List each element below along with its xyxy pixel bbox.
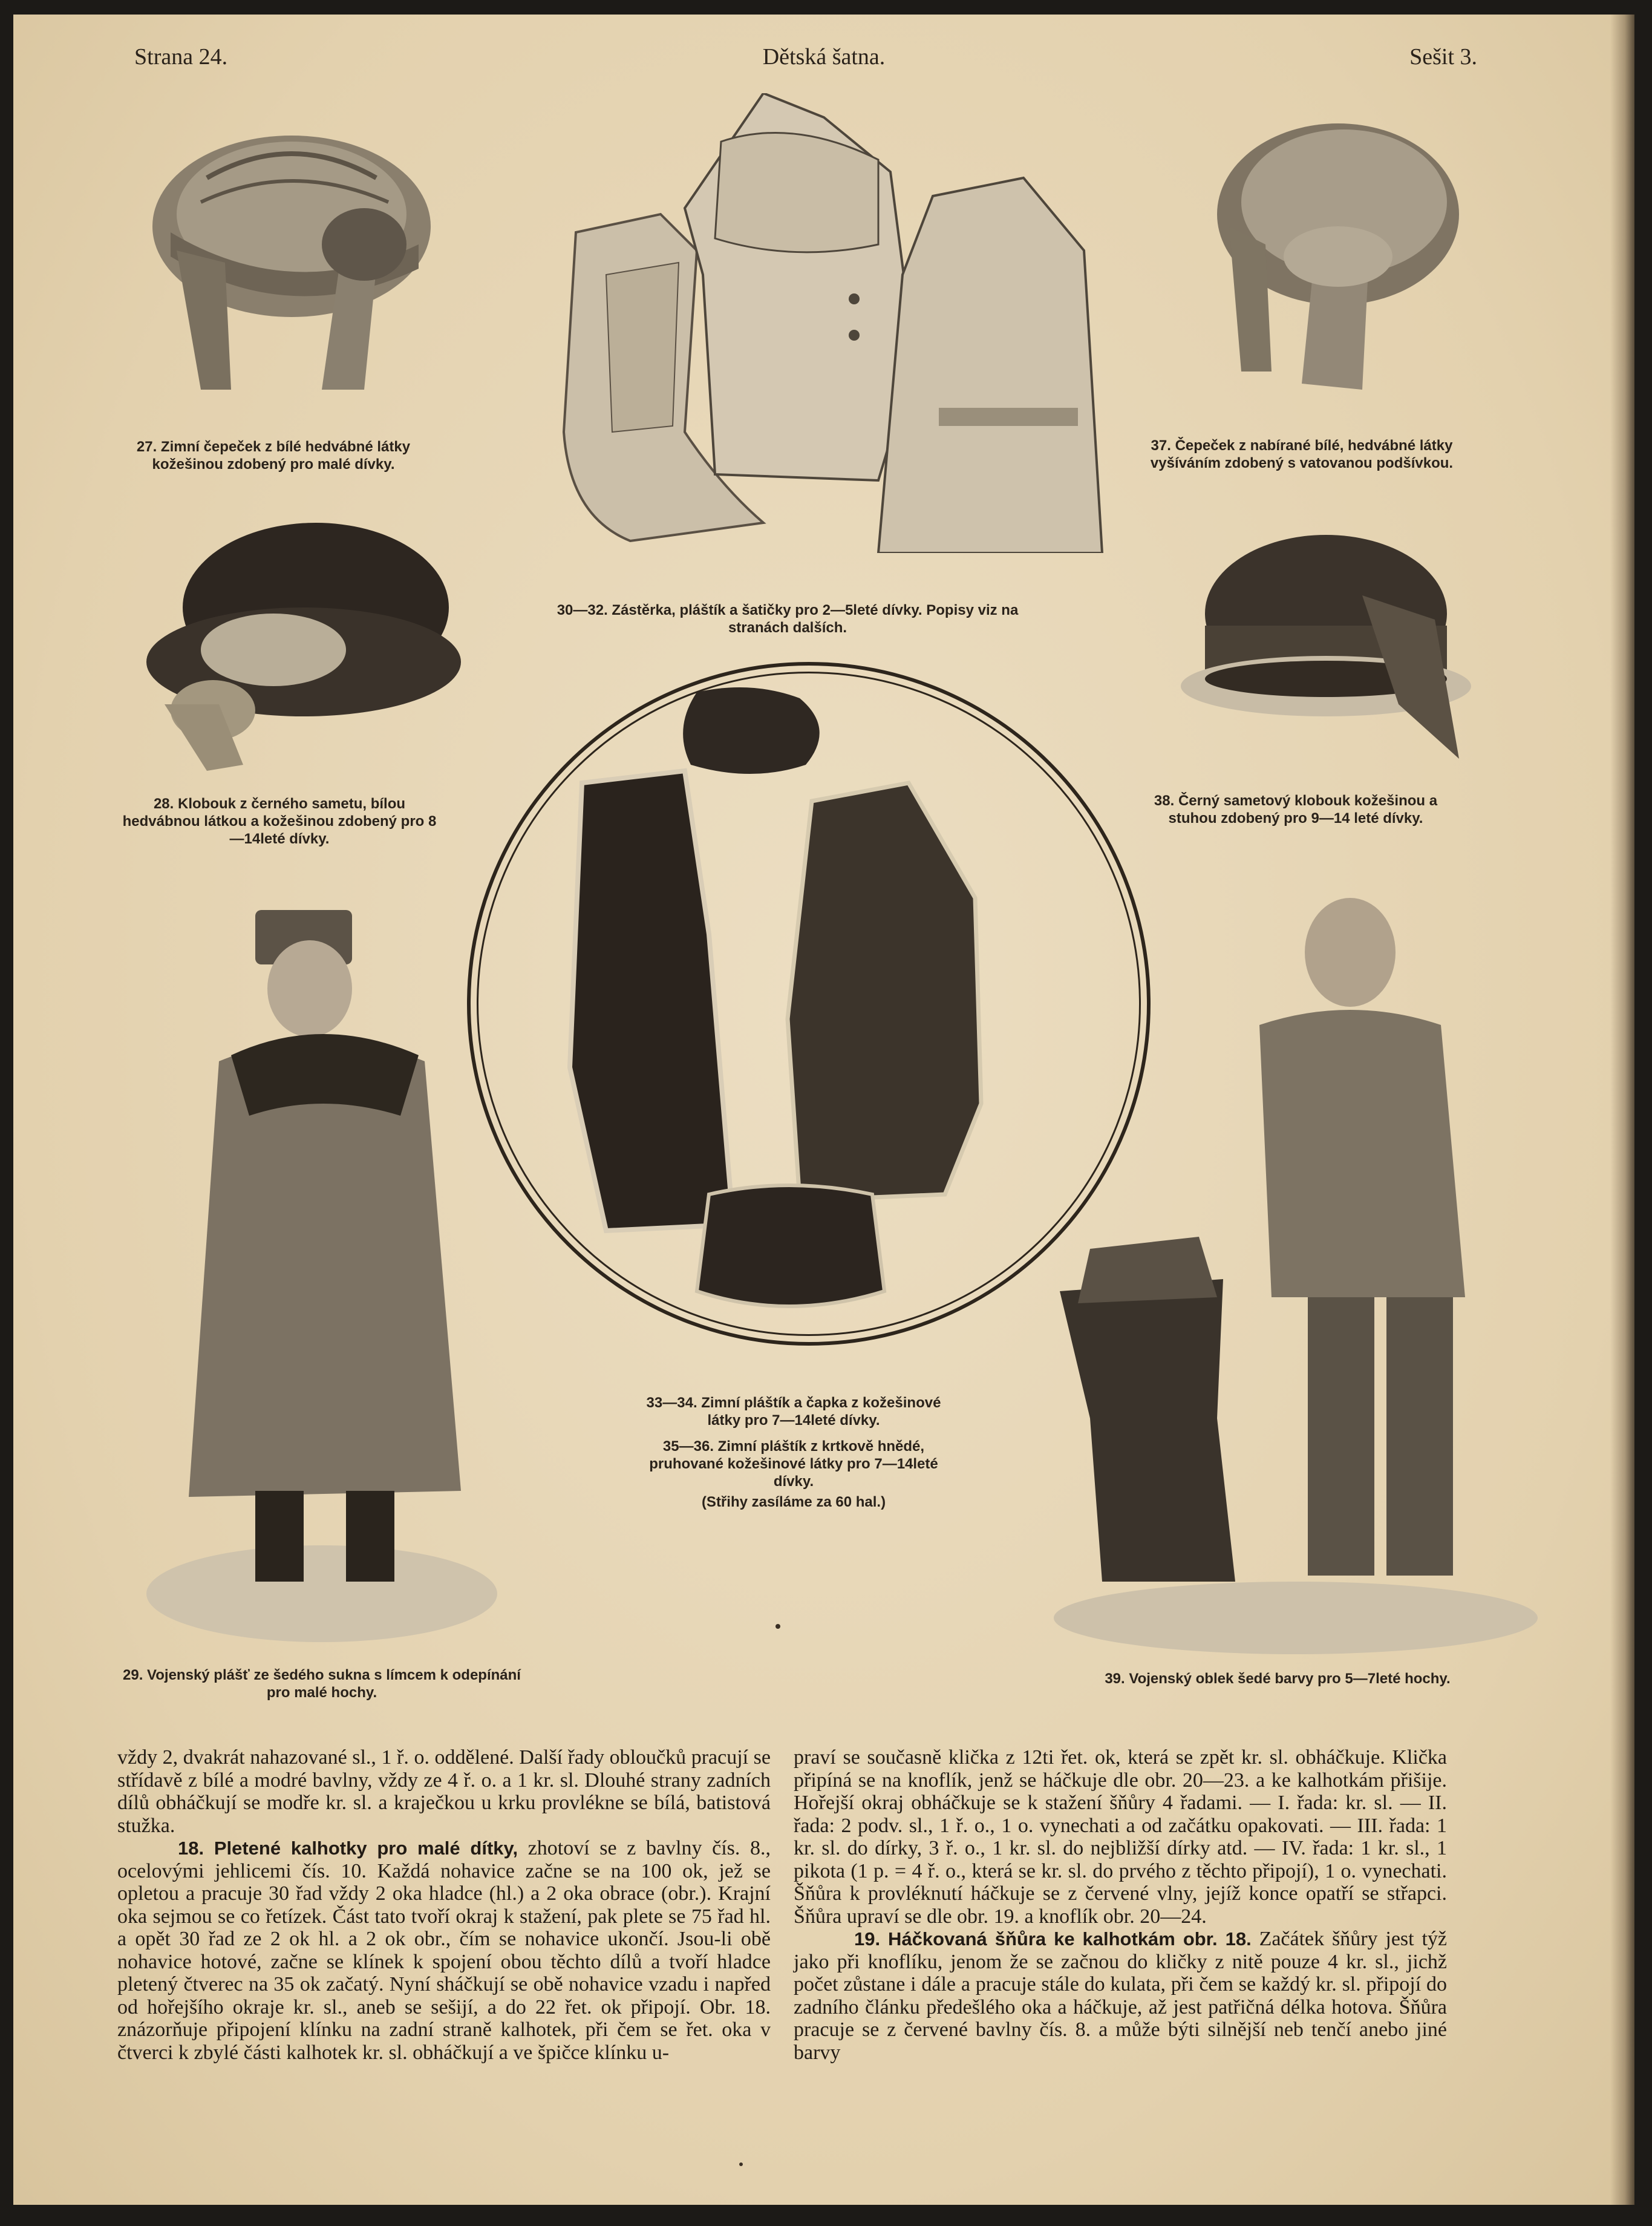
paragraph-left-2	[117, 1837, 771, 2064]
body-text-right-column	[794, 1746, 1447, 2064]
figure-27-bonnet	[134, 105, 449, 408]
caption-39: 39. Vojenský oblek šedé barvy pro 5—7leté hochy.	[1105, 1671, 1451, 1687]
caption-35-36: 35—36. Zimní pláštík z krtkově hnědé, pruhované kožešinové látky pro 7—14leté dívky.	[649, 1438, 938, 1490]
caption-38: 38. Černý sametový klobouk kožešinou a stuhou zdobený pro 9—14 leté dívky.	[1154, 793, 1438, 827]
caption-29: 29. Vojenský plášť ze šedého sukna s límcem k odepínání pro malé hochy.	[123, 1667, 521, 1701]
body-text-left-column	[117, 1746, 771, 2064]
caption-30-32: 30—32. Zástěrka, pláštík a šatičky pro 2—5leté dívky. Popisy viz na stranách dalších.	[557, 602, 1019, 636]
caption-28: 28. Klobouk z černého sametu, bílou hedvábnou látkou a kožešinou zdobený pro 8—14leté dívky.	[122, 796, 437, 847]
figure-28-hat	[140, 511, 467, 777]
section-title: Dětská šatna.	[762, 44, 886, 70]
heading-item-19: 19. Háčkovaná šňůra ke kalhotkám obr. 18.	[854, 1928, 1252, 1949]
caption-37: 37. Čepeček z nabírané bílé, hedvábné látky vyšíváním zdobený s vatovanou podšívkou.	[1150, 437, 1454, 471]
caption-27: 27. Zimní čepeček z bílé hedvábné látky kožešinou zdobený pro malé dívky.	[136, 439, 411, 473]
ink-speck	[775, 1624, 780, 1629]
paragraph-right-1: praví se současně klička z 12ti řet. ok, která se zpět kr. sl. obháčkuje. Klička připíná se na knoflík, jenž se háčkuje dle obr. 20—23. a ke kalhotkám přišije. Hořejší okraj obháčkuje se k stažení šňůry 4 řadami. — I. řada: kr. sl. — II. řada: 2 podv. sl., 1 ř. o., 1 o. vynechati a od začátku opakovati. — III. řada: 1 kr. sl. do dírky, 3 ř. o., 1 kr. sl. do nejbližší dírky atd. — IV. řada: 1 kr. sl., 1 pikota (1 p. = 4 ř. o., která se kr. sl. do prvého z těchto připojí), 1 o. vynechati. Šňůra k provléknutí háčkuje se z červené vlny, jejíž konce opatří se střapci. Šňůra upraví se dle obr. 19. a knoflík obr. 20—24.	[794, 1746, 1447, 1928]
paragraph-right-2	[794, 1928, 1447, 2064]
paragraph-left-1: vždy 2, dvakrát nahazované sl., 1 ř. o. oddělené. Další řady obloučků pracují se střídavě z bílé a modré bavlny, vždy ze 4 ř. o. a 1 kr. sl. Dlouhé strany zadních dílů obháčkují se modře kr. sl. a kraječkou u krku provlékne se bílá, batistová stužka.	[117, 1746, 771, 1837]
figure-29-boy-coat	[146, 898, 497, 1648]
issue-number: Sešit 3.	[1409, 44, 1477, 70]
figure-37-bonnet	[1187, 105, 1477, 396]
page-number: Strana 24.	[134, 44, 228, 70]
figure-30-32-apron-cape-dress	[540, 93, 1120, 553]
figure-38-hat	[1169, 523, 1483, 777]
paragraph-right-2-body: Začátek šňůry jest týž jako při knoflíku, jenom že se začnou do kličky z nitě pouze 4 kr. sl., jichž počet zůstane i dále a pracuje stále do kulata, při čem se každý kr. sl. připojí do zadního článku předešlého oka a háčkuje, až jest patřičná délka hotova. Šňůra pracuje se z červené bavlny čís. 8. a může býti silnější neb tenčí anebo jiné barvy	[794, 1928, 1447, 2064]
magazine-page	[13, 15, 1634, 2205]
figure-39-boy-suit	[1042, 874, 1538, 1660]
page-fold-shadow	[1610, 15, 1634, 2205]
caption-33-34: 33—34. Zimní pláštík a čapka z kožešinové látky pro 7—14leté dívky.	[646, 1395, 941, 1429]
figure-33-36-coats-caps	[534, 680, 1102, 1327]
caption-note: (Střihy zasíláme za 60 hal.)	[701, 1494, 886, 1510]
heading-item-18: 18. Pletené kalhotky pro malé dítky,	[178, 1838, 518, 1859]
ink-speck	[739, 2162, 743, 2166]
paragraph-left-2-body: zhotoví se z bavlny čís. 8., ocelovými jehlicemi čís. 10. Každá nohavice začne se na 100 ok, jež se opletou a pracuje 30 řad vždy 2 oka hladce (hl.) a 2 oka obrace (obr.). Krajní oka sejmou se co řetízek. Část tato tvoří okraj k stažení, pak plete se 75 řad hl. a opět 30 řad ze 2 ok hl. a 2 ok obr., čím se nohavice ukončí. Jsou-li obě nohavice hotové, začne se klínek k spojení obou těchto dílů a tvoří hladce pletený čtverec na 35 ok začatý. Nyní sháčkují se obě nohavice vzadu i napřed od hořejšího okraje kr. sl., aneb se sešijí, a do 22 řet. ok připojí. Obr. 18. znázorňuje připojení klínku na zadní straně kalhotek, při čem se řet. oka v čtverci k zbylé části kalhotek kr. sl. obháčkují a ve špičce klínku u-	[117, 1837, 771, 2064]
